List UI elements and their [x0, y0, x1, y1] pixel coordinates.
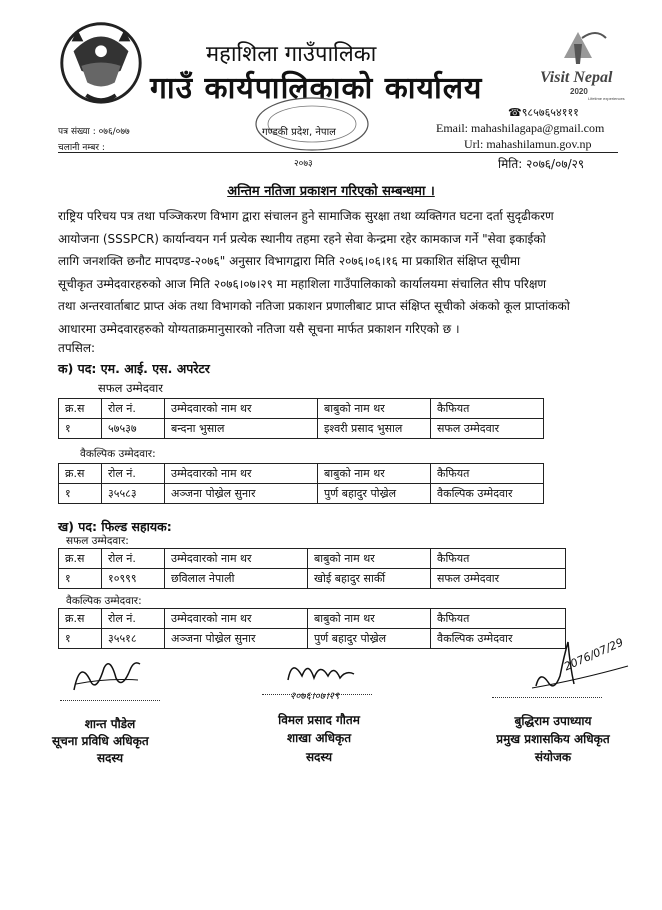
- body-line: लागि जनशक्ति छनौट मापदण्ड-२०७६" अनुसार विभागद्वारा मिति २०७६।०६।१६ मा प्रकाशित संक्षिप्त सूचीमा: [58, 254, 521, 268]
- cell-father: खोई बहादुर सार्की: [308, 569, 431, 589]
- table-header-row: [59, 464, 544, 484]
- section-b-alt-caption: वैकल्पिक उम्मेदवार:: [66, 595, 142, 607]
- header-remarks: कैफियत: [431, 399, 544, 419]
- cell-candidate: अञ्जना पोख्रेल सुनार: [165, 484, 318, 504]
- cell-remarks: वैकल्पिक उम्मेदवार: [431, 484, 544, 504]
- visit-nepal-tagline: Lifetime experiences: [588, 96, 625, 101]
- header-roll: रोल नं.: [102, 464, 165, 484]
- header-sn: क्र.स: [59, 549, 102, 569]
- header-sn: क्र.स: [59, 609, 102, 629]
- header-candidate: उम्मेदवारको नाम थर: [165, 609, 308, 629]
- letter-date: मिति: २०७६/०७/२९: [498, 157, 585, 171]
- body-line: सूचीकृत उम्मेदवारहरुको आज मिति २०७६।०७।२९ मा महाशिला गाउँपालिकाको कार्यालयमा संचालित सीप परिक्षण: [58, 276, 547, 291]
- body-line: तथा अन्तरवार्ताबाट प्राप्त अंक तथा विभागको नतिजा प्रकाशन प्रणालीबाट प्राप्त संक्षिप्त सूचीको अंकको कूल प्राप्तांकको: [58, 299, 570, 313]
- reference-number: पत्र संख्या : ०७६/०७७: [58, 127, 130, 137]
- visit-nepal-year: 2020: [570, 87, 588, 96]
- dispatch-number: चलानी नम्बर :: [58, 143, 105, 153]
- section-b-success-table: [58, 548, 566, 589]
- subject-line: अन्तिम नतिजा प्रकाशन गरिएको सम्बन्धमा ।: [227, 184, 435, 199]
- body-paragraph: [58, 205, 620, 340]
- signatory-1-name: शान्त पौडेल: [84, 717, 136, 731]
- signature-line-1: [60, 700, 160, 701]
- section-a-alt-table: [58, 463, 544, 504]
- header-candidate: उम्मेदवारको नाम थर: [165, 464, 318, 484]
- stamp-number: २०७३: [294, 159, 313, 169]
- header-father: बाबुको नाम थर: [308, 549, 431, 569]
- body-line: आधारमा उम्मेदवारहरुको योग्यताक्रमानुसारको नतिजा यसै सूचना मार्फत प्रकाशन गरिएको छ ।: [58, 321, 460, 336]
- signatory-3-role: संयोजक: [534, 750, 572, 764]
- email-address: Email: mahashilagapa@gmail.com: [436, 121, 605, 135]
- header-remarks: कैफियत: [431, 464, 544, 484]
- signatory-3-name: बुद्धिराम उपाध्याय: [514, 714, 592, 728]
- header-remarks: कैफियत: [431, 549, 566, 569]
- signature-line-3: [492, 697, 602, 698]
- section-b-title: ख) पद: फिल्ड सहायक:: [58, 519, 172, 534]
- cell-candidate: अञ्जना पोख्रेल सुनार: [165, 629, 308, 649]
- header-roll: रोल नं.: [102, 549, 165, 569]
- body-line: राष्ट्रिय परिचय पत्र तथा पञ्जिकरण विभाग द्वारा संचालन हुने सामाजिक सुरक्षा तथा व्यक्तिगत घटना दर्ता सुदृढीकरण: [58, 209, 554, 223]
- table-row: [59, 484, 544, 504]
- header-roll: रोल नं.: [102, 399, 165, 419]
- section-a-success-caption: सफल उम्मेदवार: [98, 381, 163, 395]
- signatory-1-role: सदस्य: [96, 751, 124, 765]
- header-remarks: कैफियत: [431, 609, 566, 629]
- tapasil-label: तपसिल:: [58, 341, 96, 355]
- website-url: Url: mahashilamun.gov.np: [464, 137, 592, 151]
- table-header-row: [59, 609, 566, 629]
- cell-roll: ३५५८३: [102, 484, 165, 504]
- visit-nepal-text: Visit Nepal: [540, 69, 613, 86]
- cell-sn: १: [59, 629, 102, 649]
- signatory-2-designation: शाखा अधिकृत: [286, 731, 352, 745]
- header-candidate: उम्मेदवारको नाम थर: [165, 549, 308, 569]
- cell-roll: ३५५१८: [102, 629, 165, 649]
- signatory-2-name: विमल प्रसाद गौतम: [278, 713, 360, 727]
- header-sn: क्र.स: [59, 464, 102, 484]
- section-a-alt-caption: वैकल्पिक उम्मेदवार:: [80, 448, 156, 460]
- signatory-3-designation: प्रमुख प्रशासकिय अधिकृत: [496, 732, 610, 746]
- office-address: गण्डकी प्रदेश, नेपाल: [262, 127, 336, 138]
- cell-remarks: सफल उम्मेदवार: [431, 569, 566, 589]
- header-sn: क्र.स: [59, 399, 102, 419]
- cell-father: पुर्ण बहादुर पोख्रेल: [318, 484, 431, 504]
- visit-nepal-logo: [536, 24, 625, 102]
- cell-father: इश्वरी प्रसाद भुसाल: [318, 419, 431, 439]
- signature-line-2: [262, 694, 372, 695]
- header-father: बाबुको नाम थर: [318, 399, 431, 419]
- table-header-row: [59, 549, 566, 569]
- cell-roll: १०९९९: [102, 569, 165, 589]
- cell-remarks: सफल उम्मेदवार: [431, 419, 544, 439]
- table-header-row: [59, 399, 544, 419]
- section-a-title: क) पद: एम. आई. एस. अपरेटर: [58, 361, 210, 376]
- header-father: बाबुको नाम थर: [318, 464, 431, 484]
- body-line: आयोजना (SSSPCR) कार्यान्वयन गर्न प्रत्येक स्थानीय तहमा रहने सेवा केन्द्रमा रहेर कामकाज गर्ने "सेवा इकाईको: [58, 231, 546, 246]
- cell-sn: १: [59, 484, 102, 504]
- cell-roll: ५७५३७: [102, 419, 165, 439]
- signature-3-date: 2076/07/29: [562, 635, 626, 674]
- cell-father: पुर्ण बहादुर पोख्रेल: [308, 629, 431, 649]
- cell-candidate: छविलाल नेपाली: [165, 569, 308, 589]
- signature-1: [66, 650, 146, 700]
- municipality-name: महाशिला गाउँपालिका: [206, 42, 377, 67]
- cell-remarks: वैकल्पिक उम्मेदवार: [431, 629, 566, 649]
- cell-sn: १: [59, 569, 102, 589]
- header-father: बाबुको नाम थर: [308, 609, 431, 629]
- header-candidate: उम्मेदवारको नाम थर: [165, 399, 318, 419]
- table-row: [59, 419, 544, 439]
- office-name: गाउँ कार्यपालिकाको कार्यालय: [150, 71, 483, 106]
- nepal-emblem-logo: [52, 12, 150, 110]
- section-b-success-caption: सफल उम्मेदवार:: [66, 535, 129, 547]
- signatory-2-role: सदस्य: [305, 750, 333, 764]
- signatory-1-designation: सूचना प्रविधि अधिकृत: [52, 734, 149, 748]
- table-row: [59, 569, 566, 589]
- cell-sn: १: [59, 419, 102, 439]
- phone-number: ☎९८५७६५४१११: [508, 107, 579, 119]
- signature-2-date: २०७६।०७।२९: [290, 691, 340, 702]
- section-b-alt-table: [58, 608, 566, 649]
- header-divider: [58, 152, 618, 153]
- cell-candidate: बन्दना भुसाल: [165, 419, 318, 439]
- section-a-success-table: [58, 398, 544, 439]
- header-roll: रोल नं.: [102, 609, 165, 629]
- table-row: [59, 629, 566, 649]
